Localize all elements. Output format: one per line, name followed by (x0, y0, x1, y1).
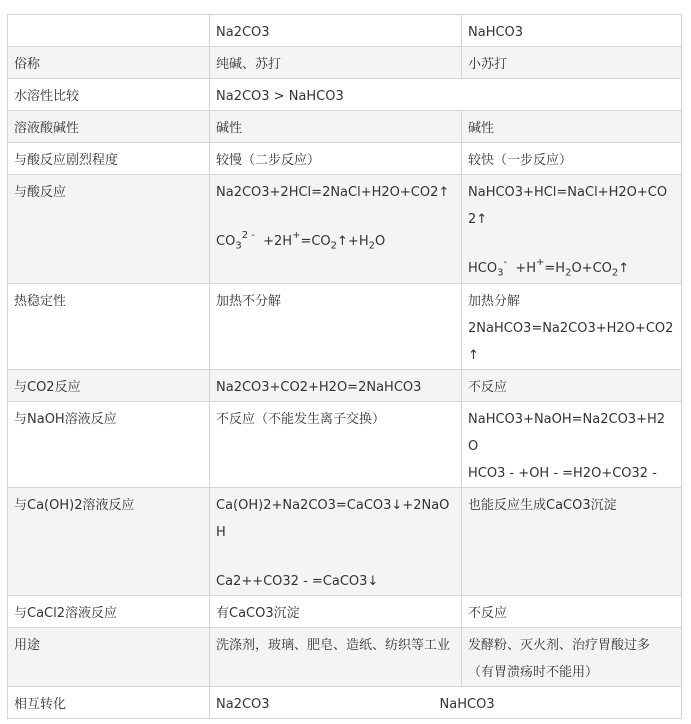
row-label: 俗称 (8, 47, 210, 79)
cell-nahco3 (462, 175, 682, 284)
conversion-from: Na2CO3 (216, 697, 270, 712)
row-naoh-reaction (8, 402, 682, 488)
cell-na2co3: 碱性 (210, 111, 462, 143)
conversion-to: NaHCO3 (439, 697, 495, 712)
cell-nahco3: 也能反应生成CaCO3沉淀 (462, 488, 682, 596)
row-label: 与NaOH溶液反应 (8, 402, 210, 488)
row-label: 与酸反应剧烈程度 (8, 143, 210, 175)
cell-na2co3: 有CaCO3沉淀 (210, 596, 462, 628)
header-blank (8, 15, 210, 47)
comparison-table (7, 14, 682, 719)
row-label: 与CaCl2溶液反应 (8, 596, 210, 628)
cell-na2co3 (210, 175, 462, 284)
ionic-equation: $CO_3^{2 -}$ $+2H^+=CO_2↑+H_2O$ (216, 229, 386, 252)
ionic-equation: $HCO_3^-$ $+H^+=H_2O+CO_2↑$ (468, 256, 630, 279)
equation: Na2CO3+2HCl=2NaCl+H2O+CO2↑ (216, 185, 450, 200)
cell-nahco3: 发酵粉、灭火剂、治疗胃酸过多（有胃溃疡时不能用） (462, 628, 682, 687)
cell-line: Ca2++CO32 - =CaCO3↓ (216, 574, 379, 589)
cell-nahco3: 碱性 (462, 111, 682, 143)
row-interconversion (8, 687, 682, 719)
cell-nahco3: 不反应 (462, 596, 682, 628)
cell-merged (210, 687, 682, 719)
cell-nahco3: 不反应 (462, 370, 682, 402)
row-label: 热稳定性 (8, 284, 210, 370)
row-cacl2-reaction (8, 596, 682, 628)
row-acid-intensity (8, 143, 682, 175)
row-acid-reaction (8, 175, 682, 284)
cell-line: HCO3 - +OH - =H2O+CO32 - (468, 466, 657, 481)
header-na2co3: Na2CO3 (210, 15, 462, 47)
row-solubility (8, 79, 682, 111)
cell-na2co3 (210, 488, 462, 596)
cell-line: 加热分解 (468, 294, 521, 309)
cell-nahco3 (462, 284, 682, 370)
row-uses (8, 628, 682, 687)
cell-na2co3: 较慢（二步反应） (210, 143, 462, 175)
cell-nahco3 (462, 402, 682, 488)
header-nahco3: NaHCO3 (462, 15, 682, 47)
header-row (8, 15, 682, 47)
row-common-name (8, 47, 682, 79)
cell-line: NaHCO3+NaOH=Na2CO3+H2O (468, 412, 666, 454)
cell-na2co3: 加热不分解 (210, 284, 462, 370)
row-co2-reaction (8, 370, 682, 402)
row-acidity (8, 111, 682, 143)
row-label: 与酸反应 (8, 175, 210, 284)
cell-nahco3: 小苏打 (462, 47, 682, 79)
cell-nahco3: 较快（一步反应） (462, 143, 682, 175)
cell-na2co3: 洗涤剂，玻璃、肥皂、造纸、纺织等工业 (210, 628, 462, 687)
row-thermal-stability (8, 284, 682, 370)
cell-line: 2NaHCO3=Na2CO3+H2O+CO2↑ (468, 321, 674, 363)
row-label: 相互转化 (8, 687, 210, 719)
row-label: 与Ca(OH)2溶液反应 (8, 488, 210, 596)
cell-na2co3: 不反应（不能发生离子交换） (210, 402, 462, 488)
row-caoh2-reaction (8, 488, 682, 596)
cell-na2co3: Na2CO3+CO2+H2O=2NaHCO3 (210, 370, 462, 402)
row-label: 溶液酸碱性 (8, 111, 210, 143)
row-label: 与CO2反应 (8, 370, 210, 402)
equation: NaHCO3+HCl=NaCl+H2O+CO2↑ (468, 185, 668, 227)
cell-na2co3: 纯碱、苏打 (210, 47, 462, 79)
row-label: 水溶性比较 (8, 79, 210, 111)
row-label: 用途 (8, 628, 210, 687)
cell-merged: Na2CO3 > NaHCO3 (210, 79, 682, 111)
cell-line: Ca(OH)2+Na2CO3=CaCO3↓+2NaOH (216, 498, 450, 540)
